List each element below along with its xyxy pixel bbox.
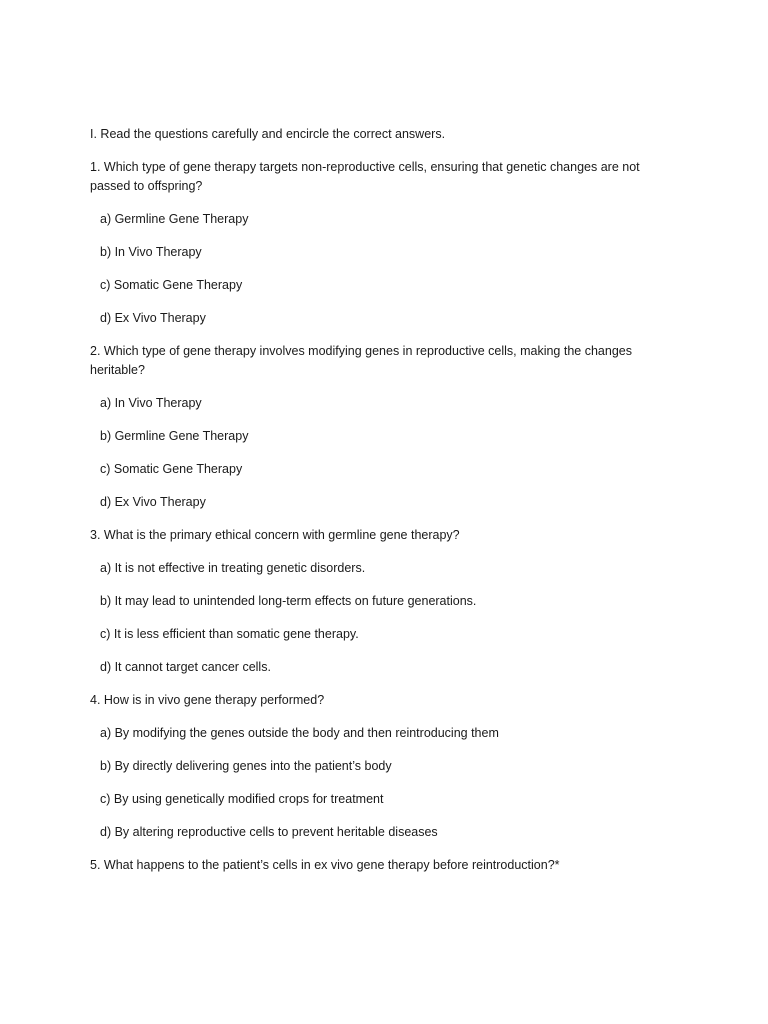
answer-option-d: d) Ex Vivo Therapy xyxy=(100,495,206,509)
answer-option-b: b) In Vivo Therapy xyxy=(100,245,202,259)
question-3 xyxy=(90,526,670,677)
question-text: 4. How is in vivo gene therapy performed? xyxy=(90,693,325,707)
answer-option-b: b) It may lead to unintended long-term effects on future generations. xyxy=(100,594,477,608)
answer-option-d: d) By altering reproductive cells to prevent heritable diseases xyxy=(100,825,438,839)
question-list xyxy=(90,158,670,875)
question-4 xyxy=(90,691,670,842)
question-5 xyxy=(90,856,670,875)
question-1 xyxy=(90,158,670,328)
answer-option-d: d) It cannot target cancer cells. xyxy=(100,660,271,674)
question-2 xyxy=(90,342,670,512)
question-text: 1. Which type of gene therapy targets non-reproductive cells, ensuring that genetic changes are not passed to offspring? xyxy=(90,160,640,193)
question-text: 3. What is the primary ethical concern with germline gene therapy? xyxy=(90,528,460,542)
answer-option-d: d) Ex Vivo Therapy xyxy=(100,311,206,325)
answer-option-c: c) By using genetically modified crops for treatment xyxy=(100,792,384,806)
document-page xyxy=(90,125,670,889)
instruction-text: I. Read the questions carefully and encircle the correct answers. xyxy=(90,127,446,141)
answer-option-c: c) Somatic Gene Therapy xyxy=(100,462,243,476)
answer-option-b: b) By directly delivering genes into the patient’s body xyxy=(100,759,392,773)
answer-option-a: a) By modifying the genes outside the body and then reintroducing them xyxy=(100,726,499,740)
answer-option-a: a) In Vivo Therapy xyxy=(100,396,202,410)
question-text: 5. What happens to the patient’s cells in ex vivo gene therapy before reintroduction?* xyxy=(90,858,560,872)
answer-option-a: a) Germline Gene Therapy xyxy=(100,212,249,226)
answer-option-c: c) Somatic Gene Therapy xyxy=(100,278,243,292)
question-text: 2. Which type of gene therapy involves modifying genes in reproductive cells, making the changes heritable? xyxy=(90,344,632,377)
answer-option-b: b) Germline Gene Therapy xyxy=(100,429,249,443)
answer-option-a: a) It is not effective in treating genetic disorders. xyxy=(100,561,366,575)
answer-option-c: c) It is less efficient than somatic gene therapy. xyxy=(100,627,359,641)
